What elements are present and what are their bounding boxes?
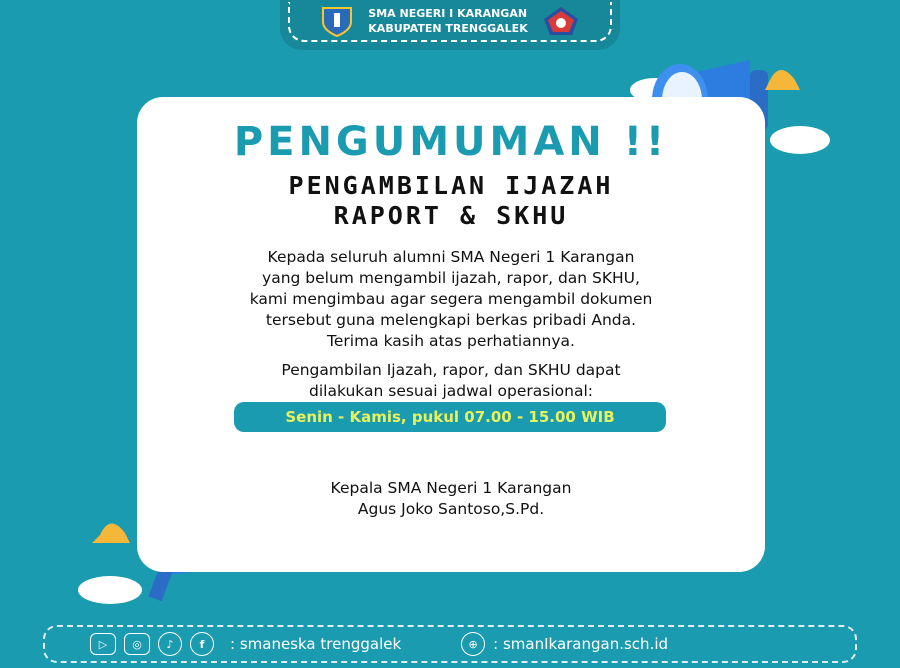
body-line: Pengambilan Ijazah, rapor, dan SKHU dapat: [281, 361, 621, 379]
east-java-emblem-icon: [320, 5, 354, 37]
schedule-intro: [137, 360, 765, 402]
body-line: kami mengimbau agar segera mengambil dokumen: [249, 290, 653, 308]
school-name: SMA NEGERI I KARANGAN: [368, 7, 528, 20]
subtitle-line-1: PENGAMBILAN IJAZAH: [288, 171, 614, 200]
instagram-icon[interactable]: ◎: [124, 633, 150, 655]
social-handle[interactable]: : smaneska trenggalek: [230, 635, 402, 653]
tiktok-icon[interactable]: ♪: [158, 632, 182, 656]
school-logo-icon: [542, 5, 580, 37]
announcement-card: [137, 97, 765, 572]
body-line: Terima kasih atas perhatiannya.: [327, 332, 575, 350]
schedule-badge: Senin - Kamis, pukul 07.00 - 15.00 WIB: [234, 402, 666, 432]
announcement-subtitle: [137, 171, 765, 231]
youtube-icon[interactable]: ▷: [90, 633, 116, 655]
signature: [137, 478, 765, 520]
signature-title: Kepala SMA Negeri 1 Karangan: [330, 479, 572, 497]
regency-name: KABUPATEN TRENGGALEK: [368, 22, 528, 35]
globe-icon: ⊕: [461, 632, 485, 656]
body-line: Kepada seluruh alumni SMA Negeri 1 Karangan: [267, 248, 635, 266]
website-link[interactable]: : smanIkarangan.sch.id: [493, 635, 669, 653]
body-line: dilakukan sesuai jadwal operasional:: [309, 382, 593, 400]
footer-contact-bar: [43, 625, 857, 663]
body-line: tersebut guna melengkapi berkas pribadi Anda.: [265, 311, 637, 329]
facebook-icon[interactable]: f: [190, 632, 214, 656]
body-line: yang belum mengambil ijazah, rapor, dan SKHU,: [262, 269, 640, 287]
announcement-title: PENGUMUMAN !!: [233, 119, 669, 165]
announcement-body: [137, 247, 765, 352]
signature-name: Agus Joko Santoso,S.Pd.: [357, 500, 545, 518]
subtitle-line-2: RAPORT & SKHU: [333, 201, 569, 230]
header-banner: [280, 0, 620, 50]
